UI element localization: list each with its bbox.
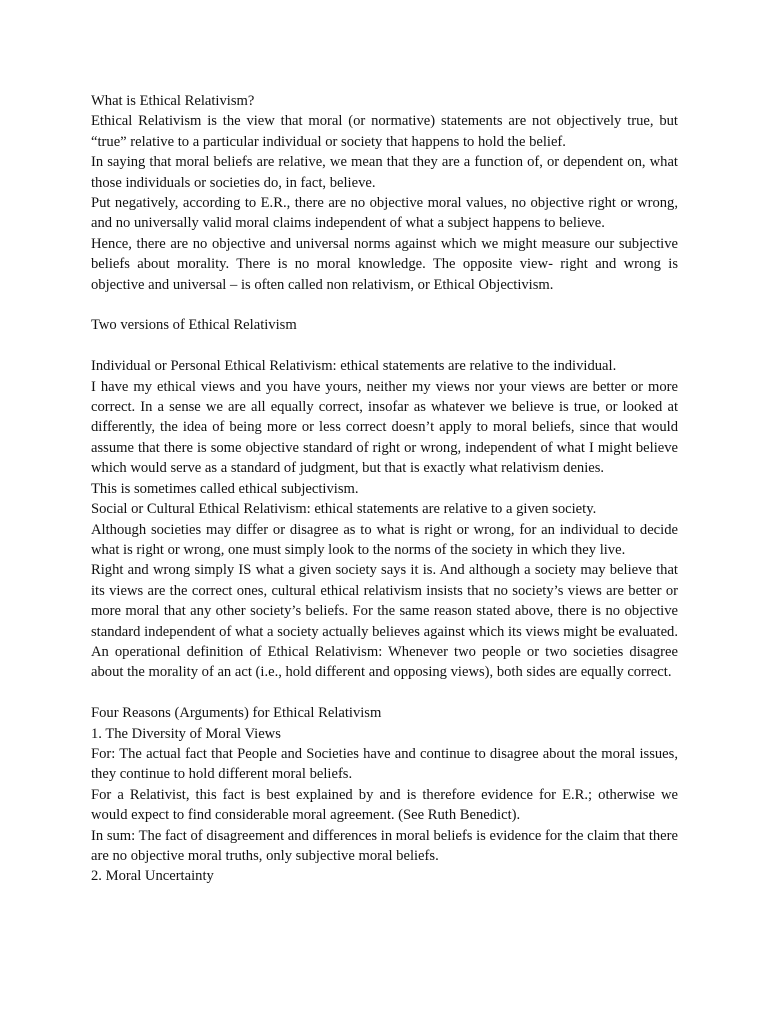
paragraph-my-ethical-views: I have my ethical views and you have yours, neither my views nor your views are better or more correct. In a sense we are all equally correct, insofar as whatever we believe is true, or looked at differently, the idea of being more or less correct doesn’t apply to moral beliefs, since that would assume that there is some objective standard of right or wrong, independent of what I might believe which would serve as a standard of judgment, but that is exactly what relativism denies.	[91, 378, 678, 477]
heading-four-reasons: Four Reasons (Arguments) for Ethical Relativism	[91, 705, 382, 722]
paragraph-in-sum: In sum: The fact of disagreement and differences in moral beliefs is evidence for the claim that there are no objective moral truths, only subjective moral beliefs.	[91, 827, 678, 864]
paragraph-individual-relativism: Individual or Personal Ethical Relativism: ethical statements are relative to the individual.	[91, 358, 617, 375]
blank-line	[91, 683, 678, 703]
paragraph-definition: Ethical Relativism is the view that moral (or normative) statements are not objectively true, but “true” relative to a particular individual or society that happens to hold the belief.	[91, 113, 678, 150]
heading-moral-uncertainty: 2. Moral Uncertainty	[91, 868, 214, 885]
paragraph-for-actual-fact: For: The actual fact that People and Societies have and continue to disagree about the moral issues, they continue to hold different moral beliefs.	[91, 745, 678, 783]
paragraph-cultural-relativism: Social or Cultural Ethical Relativism: ethical statements are relative to a given society.	[91, 501, 597, 518]
paragraph-for-a-relativist: For a Relativist, this fact is best explained by and is therefore evidence for E.R.; otherwise we would expect to find considerable moral agreement. (See Ruth Benedict).	[91, 786, 678, 824]
blank-line	[91, 295, 678, 315]
heading-diversity-of-moral-views: 1. The Diversity of Moral Views	[91, 725, 281, 742]
paragraph-right-and-wrong: Right and wrong simply IS what a given society says it is. And although a society may believe that its views are the correct ones, cultural ethical relativism insists that no society’s views are better or more moral that any other society’s beliefs. For the same reason stated above, there is no objective standard independent of what a society actually believes against which its views might be evaluated. An operational definition of Ethical Relativism: Whenever two people or two societies disagree about the morality of an act (i.e., hold different and opposing views), both sides are equally correct.	[91, 562, 678, 681]
paragraph-societies-differ: Although societies may differ or disagree as to what is right or wrong, for an individual to decide what is right or wrong, one must simply look to the norms of the society in which they live.	[91, 521, 678, 558]
blank-line	[91, 336, 678, 356]
document-page	[91, 91, 678, 887]
paragraph-hence: Hence, there are no objective and universal norms against which we might measure our subjective beliefs about morality. There is no moral knowledge. The opposite view- right and wrong is objective and universal – is often called non relativism, or Ethical Objectivism.	[91, 235, 678, 293]
heading-what-is-ethical-relativism: What is Ethical Relativism?	[91, 93, 255, 109]
paragraph-relative-beliefs: In saying that moral beliefs are relative, we mean that they are a function of, or dependent on, what those individuals or societies do, in fact, believe.	[91, 154, 678, 191]
paragraph-subjectivism: This is sometimes called ethical subjectivism.	[91, 480, 359, 497]
heading-two-versions: Two versions of Ethical Relativism	[91, 317, 297, 334]
paragraph-put-negatively: Put negatively, according to E.R., there are no objective moral values, no objective right or wrong, and no universally valid moral claims independent of what a subject happens to believe.	[91, 195, 678, 232]
